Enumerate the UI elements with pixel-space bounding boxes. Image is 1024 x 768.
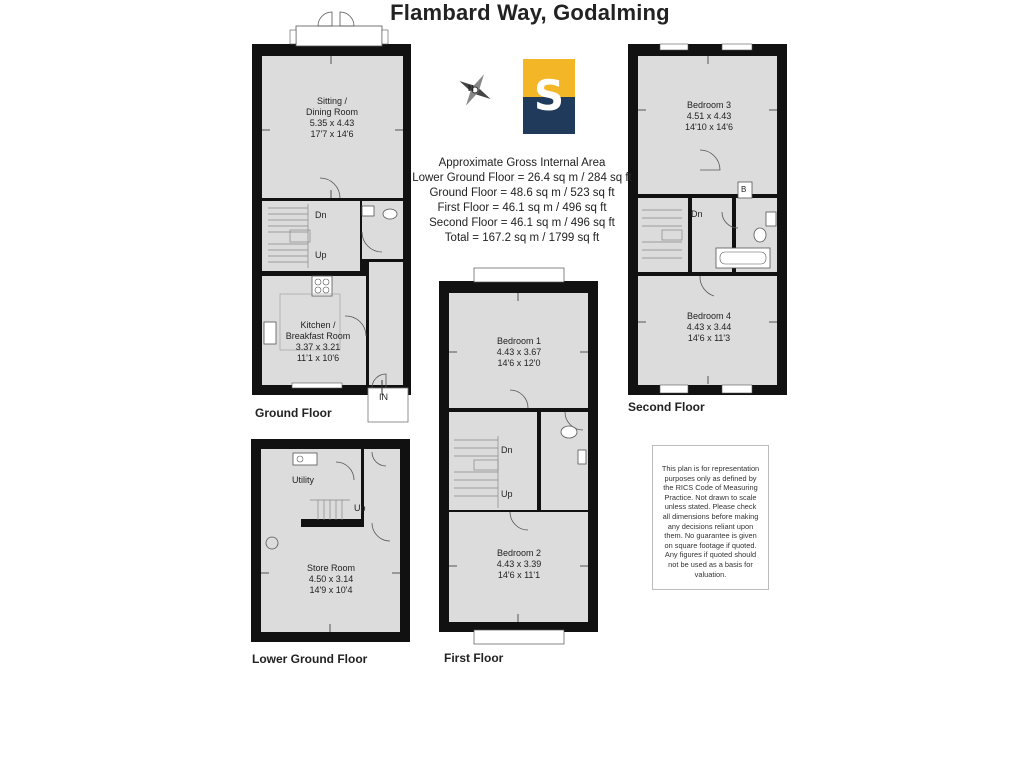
room-store bbox=[281, 563, 381, 596]
room-bedroom-1 bbox=[469, 336, 569, 369]
room-kitchen bbox=[268, 320, 368, 364]
gross-area-line: Ground Floor = 48.6 sq m / 523 sq ft bbox=[429, 187, 615, 199]
boiler-label: B bbox=[741, 185, 747, 194]
room-name: Bedroom 3 bbox=[686, 100, 732, 110]
gross-area-line: First Floor = 46.1 sq m / 496 sq ft bbox=[437, 202, 607, 214]
floor-label-second: Second Floor bbox=[628, 400, 705, 414]
room-sitting-dining bbox=[282, 96, 382, 140]
room-name: Store Room bbox=[306, 563, 356, 573]
floor-label-lower-ground: Lower Ground Floor bbox=[252, 652, 368, 666]
room-imperial: 14'6 x 11'3 bbox=[687, 333, 731, 343]
room-metric: 4.51 x 4.43 bbox=[686, 111, 732, 121]
entrance-label: IN bbox=[379, 392, 388, 402]
room-imperial: 14'6 x 11'1 bbox=[497, 570, 541, 580]
room-bedroom-4 bbox=[659, 311, 759, 344]
stair-dn-label: Dn bbox=[315, 210, 327, 220]
room-metric: 4.43 x 3.39 bbox=[496, 559, 542, 569]
room-bedroom-3 bbox=[659, 100, 759, 133]
room-name-line2: Dining Room bbox=[305, 107, 359, 117]
stair-up-label: Up bbox=[354, 503, 366, 513]
room-metric: 4.43 x 3.44 bbox=[686, 322, 732, 332]
gross-area-heading: Approximate Gross Internal Area bbox=[438, 157, 606, 169]
room-metric: 3.37 x 3.21 bbox=[295, 342, 341, 352]
gross-area-summary bbox=[402, 156, 642, 246]
room-utility: Utility bbox=[292, 475, 314, 485]
stair-dn-label: Dn bbox=[501, 445, 513, 455]
room-metric: 4.50 x 3.14 bbox=[308, 574, 354, 584]
floor-label-first: First Floor bbox=[444, 651, 504, 665]
stair-dn-label: Dn bbox=[691, 209, 703, 219]
logo-letter: S bbox=[533, 71, 565, 120]
gross-area-line: Total = 167.2 sq m / 1799 sq ft bbox=[444, 232, 600, 244]
room-name: Bedroom 2 bbox=[496, 548, 542, 558]
stair-up-label: Up bbox=[501, 489, 513, 499]
room-name: Bedroom 1 bbox=[496, 336, 542, 346]
room-name: Bedroom 4 bbox=[686, 311, 732, 321]
room-imperial: 17'7 x 14'6 bbox=[310, 129, 354, 139]
gross-area-line: Second Floor = 46.1 sq m / 496 sq ft bbox=[429, 217, 615, 229]
stair-up-label: Up bbox=[315, 250, 327, 260]
agency-logo bbox=[523, 59, 575, 134]
disclaimer-box: This plan is for representation purposes only as defined by the RICS Code of Measuring Practice. Not drawn to scale unless stated. Please check all dimensions before making any decisions reliant upon them. No guarantee is given on square footage if quoted. Any figures if quoted should not be used as a basis for valuation. bbox=[652, 445, 769, 590]
room-imperial: 14'9 x 10'4 bbox=[309, 585, 353, 595]
gross-area-line: Lower Ground Floor = 26.4 sq m / 284 sq ft bbox=[412, 172, 632, 184]
room-metric: 5.35 x 4.43 bbox=[309, 118, 355, 128]
compass-icon bbox=[455, 70, 495, 110]
room-imperial: 14'6 x 12'0 bbox=[497, 358, 541, 368]
compass-north-label: N bbox=[468, 84, 474, 93]
page-title: Flambard Way, Godalming bbox=[390, 0, 670, 25]
floor-label-ground: Ground Floor bbox=[255, 406, 332, 420]
room-name: Kitchen / bbox=[300, 320, 336, 330]
room-name: Sitting / bbox=[316, 96, 347, 106]
room-imperial: 11'1 x 10'6 bbox=[296, 353, 340, 363]
lower-ground-floor-plan bbox=[251, 439, 410, 642]
room-metric: 4.43 x 3.67 bbox=[496, 347, 542, 357]
room-bedroom-2 bbox=[469, 548, 569, 581]
room-imperial: 14'10 x 14'6 bbox=[685, 122, 733, 132]
first-floor-plan bbox=[439, 268, 598, 644]
room-name-line2: Breakfast Room bbox=[285, 331, 351, 341]
